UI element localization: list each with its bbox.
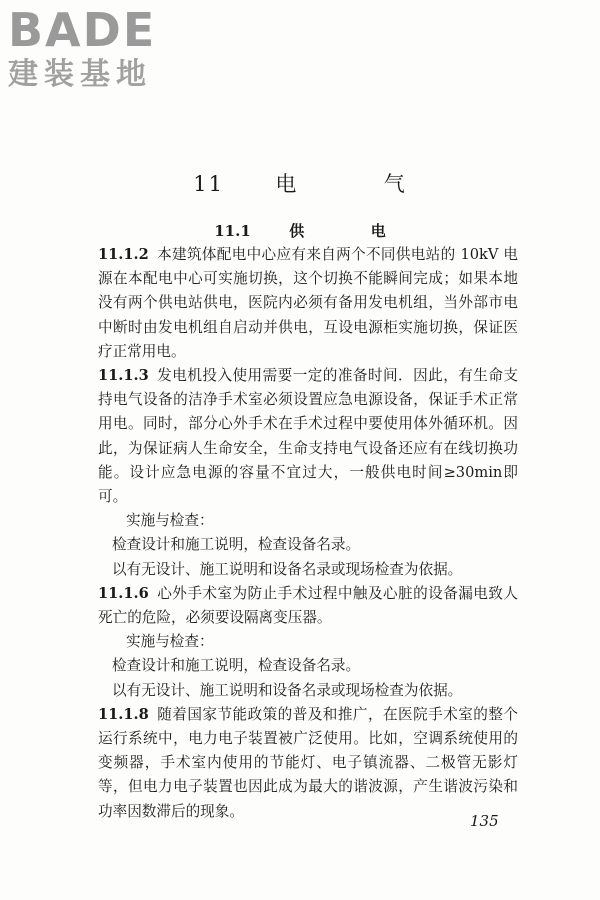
clause-text: 随着国家节能政策的普及和推广，在医院手术室的整个运行系统中，电力电子装置被广泛使用。比如，空调系统使用的变频器，手术室内使用的节能灯、电子镇流器、二极管无影灯等，但电力电子装置也因此成为最大的谐波源，产生谐波污染和功率因数滞后的现象。	[98, 705, 518, 820]
clause-number: 11.1.2	[98, 246, 149, 263]
clause-11-1-2	[98, 243, 518, 364]
clause-number: 11.1.6	[98, 584, 149, 602]
watermark-subtitle: 建装基地	[8, 57, 152, 92]
chapter-number: 11	[193, 172, 224, 196]
section-title-1: 供	[289, 222, 305, 240]
document-body	[98, 243, 518, 824]
chapter-heading	[0, 168, 600, 198]
page-number: 135	[470, 812, 499, 830]
section-number: 11.1	[214, 222, 251, 240]
watermark-brand: BADE	[8, 3, 157, 57]
chapter-title-1: 电	[275, 172, 299, 196]
clause-11-1-3	[98, 364, 518, 509]
watermark-logo	[8, 4, 188, 94]
clause-11-1-6	[98, 582, 518, 630]
clause-number: 11.1.8	[98, 705, 149, 723]
impl-line-1: 检查设计和施工说明，检查设备名录。	[112, 657, 361, 675]
impl-label: 实施与检查：	[126, 512, 214, 530]
clause-text: 本建筑体配电中心应有来自两个不同供电站的 10kV 电源在本配电中心可实施切换，这个切换不能瞬间完成；如果本地没有两个供电站供电，医院内必须有备用发电机组，当外部市电中断时由发电机组自启动并供电，互设电源柜实施切换，保证医疗正常用电。	[98, 246, 518, 360]
section-heading	[0, 220, 600, 241]
clause-number: 11.1.3	[98, 367, 149, 385]
impl-line-2: 以有无设计、施工说明和设备名录或现场检查为依据。	[112, 681, 463, 699]
section-title-2: 电	[370, 222, 386, 240]
clause-text: 发电机投入使用需要一定的准备时间．因此，有生命支持电气设备的洁净手术室必须设置应急电源设备，保证手术正常用电。同时，部分心外手术在手术过程中要使用体外循环机。因此，为保证病人生命安全，生命支持电气设备还应有在线切换功能。设计应急电源的容量不宜过大，一般供电时间≥30min即可。	[98, 367, 518, 506]
clause-text: 心外手术室为防止手术过程中触及心脏的设备漏电致人死亡的危险，必须要设隔离变压器。	[98, 584, 518, 627]
impl-line-2: 以有无设计、施工说明和设备名录或现场检查为依据。	[112, 560, 463, 578]
impl-line-1: 检查设计和施工说明，检查设备名录。	[112, 536, 361, 554]
clause-11-1-8	[98, 703, 518, 824]
chapter-title-2: 气	[383, 172, 407, 196]
impl-label: 实施与检查：	[126, 633, 214, 651]
